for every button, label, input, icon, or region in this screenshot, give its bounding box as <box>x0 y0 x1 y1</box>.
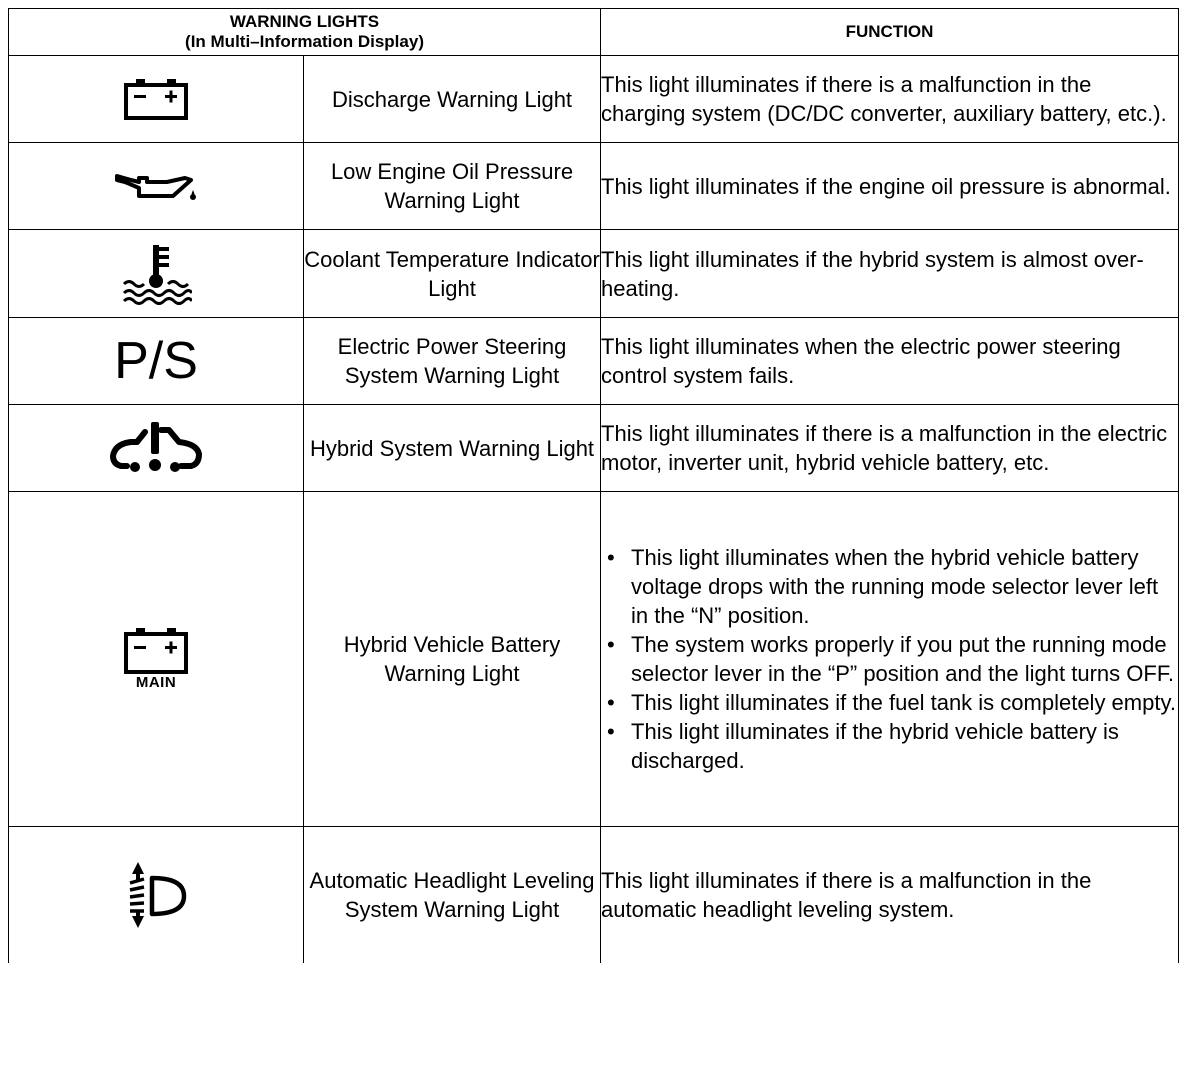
table-header-row <box>9 9 1179 56</box>
light-function: This light illuminates if there is a malfunction in the automatic headlight leveling system. <box>601 827 1179 963</box>
function-bullet-list <box>601 543 1178 775</box>
light-function: This light illuminates if the hybrid system is almost over-heating. <box>601 230 1179 318</box>
icon-cell <box>9 143 304 230</box>
header-function: FUNCTION <box>601 9 1179 56</box>
light-name: Electric Power Steering System Warning Light <box>304 318 601 405</box>
coolant-thermometer-icon <box>120 265 192 282</box>
light-function: This light illuminates if there is a malfunction in the charging system (DC/DC converter, auxiliary battery, etc.). <box>601 56 1179 143</box>
icon-cell <box>9 230 304 318</box>
list-item: • This light illuminates if the fuel tank is completely empty. <box>601 688 1178 717</box>
table-row <box>9 405 1179 492</box>
hybrid-car-warning-icon <box>107 439 205 456</box>
power-steering-icon: P/S <box>114 332 198 390</box>
light-name: Coolant Temperature Indicator Light <box>304 230 601 318</box>
light-function: This light illuminates when the electric power steering control system fails. <box>601 318 1179 405</box>
header-warning-lights <box>9 9 601 56</box>
table-row <box>9 143 1179 230</box>
light-name: Automatic Headlight Leveling System Warning Light <box>304 827 601 963</box>
light-name: Discharge Warning Light <box>304 56 601 143</box>
list-item: • This light illuminates when the hybrid vehicle battery voltage drops with the running mode selector lever left in the “N” position. <box>601 543 1178 630</box>
header-title: WARNING LIGHTS <box>229 12 380 31</box>
icon-cell <box>9 405 304 492</box>
table-row <box>9 318 1179 405</box>
icon-cell <box>9 56 304 143</box>
light-function: This light illuminates if there is a malfunction in the electric motor, inverter unit, hybrid vehicle battery, etc. <box>601 405 1179 492</box>
light-function: This light illuminates if the engine oil pressure is abnormal. <box>601 143 1179 230</box>
list-item: • The system works properly if you put the running mode selector lever in the “P” position and the light turns OFF. <box>601 630 1178 688</box>
table-row <box>9 827 1179 963</box>
main-label: MAIN <box>135 674 177 691</box>
light-name: Hybrid System Warning Light <box>304 405 601 492</box>
icon-cell <box>9 827 304 963</box>
light-name: Low Engine Oil Pressure Warning Light <box>304 143 601 230</box>
battery-icon <box>123 90 189 107</box>
list-item: • This light illuminates if the hybrid vehicle battery is discharged. <box>601 717 1178 775</box>
icon-cell <box>9 492 304 827</box>
table-row <box>9 230 1179 318</box>
header-subtitle: (In Multi–Information Display) <box>185 32 424 51</box>
icon-cell <box>9 318 304 405</box>
light-name: Hybrid Vehicle Battery Warning Light <box>304 492 601 827</box>
light-function <box>601 492 1179 827</box>
warning-lights-table <box>8 8 1179 963</box>
main-battery-icon <box>123 626 189 691</box>
table-row <box>9 56 1179 143</box>
oil-can-icon <box>113 177 199 194</box>
table-row <box>9 492 1179 827</box>
headlight-leveling-icon <box>124 886 188 903</box>
